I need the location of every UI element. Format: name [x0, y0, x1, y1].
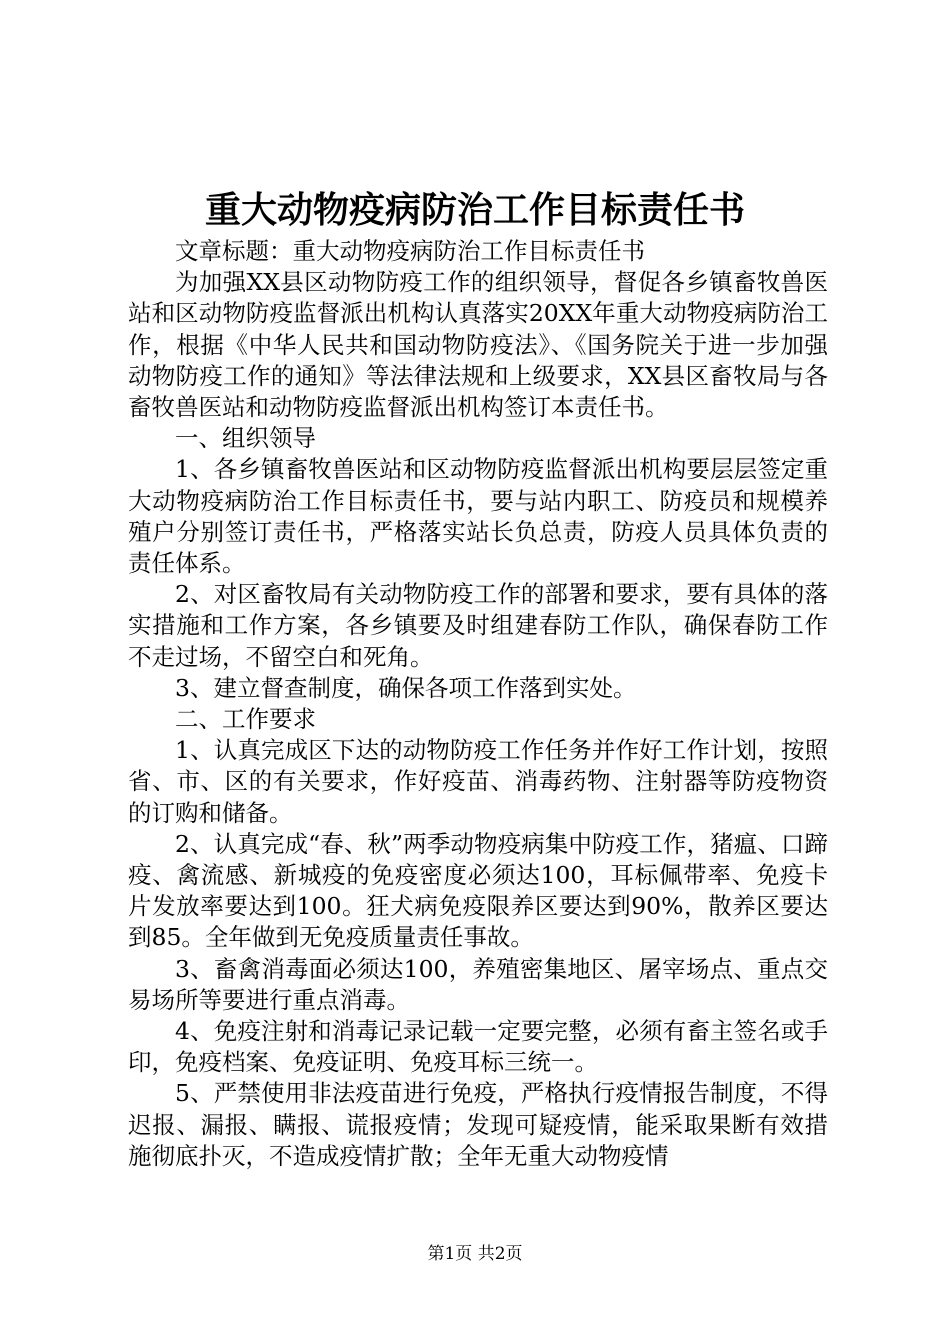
paragraph-req-item-5: 5、严禁使用非法疫苗进行免疫，严格执行疫情报告制度，不得迟报、漏报、瞒报、谎报疫情；发现可疑疫情，能采取果断有效措施彻底扑灭，不造成疫情扩散；全年无重大动物疫情: [128, 1079, 828, 1170]
paragraph-req-item-4: 4、免疫注射和消毒记录记载一定要完整，必须有畜主签名或手印，免疫档案、免疫证明、免疫耳标三统一。: [128, 1017, 828, 1077]
paragraph-req-item-2: 2、认真完成“春、秋”两季动物疫病集中防疫工作，猪瘟、口蹄疫、禽流感、新城疫的免疫密度必须达100，耳标佩带率、免疫卡片发放率要达到100。狂犬病免疫限养区要达到90%，散养区要达到85。全年做到无免疫质量责任事故。: [128, 829, 828, 952]
paragraph-org-item-2: 2、对区畜牧局有关动物防疫工作的部署和要求，要有具体的落实措施和工作方案，各乡镇要及时组建春防工作队，确保春防工作不走过场，不留空白和死角。: [128, 580, 828, 671]
paragraph-org-item-3: 3、建立督查制度，确保各项工作落到实处。: [175, 673, 637, 702]
section-heading-requirements: 二、工作要求: [175, 705, 316, 734]
paragraph-intro: 为加强XX县区动物防疫工作的组织领导，督促各乡镇畜牧兽医站和区动物防疫监督派出机构认真落实20XX年重大动物疫病防治工作，根据《中华人民共和国动物防疫法》、《国务院关于进一步加强动物防疫工作的通知》等法律法规和上级要求，XX县区畜牧局与各畜牧兽医站和动物防疫监督派出机构签订本责任书。: [128, 268, 828, 422]
page-number-footer: 第1页 共2页: [427, 1244, 523, 1264]
section-heading-organization: 一、组织领导: [175, 424, 316, 453]
document-title: 重大动物疫病防治工作目标责任书: [204, 189, 745, 231]
paragraph-org-item-1: 1、各乡镇畜牧兽医站和区动物防疫监督派出机构要层层签定重大动物疫病防治工作目标责任书，要与站内职工、防疫员和规模养殖户分别签订责任书，严格落实站长负总责，防疫人员具体负责的责任体系。: [128, 455, 828, 578]
document-body: [128, 236, 828, 1172]
paragraph-article-title: 文章标题：重大动物疫病防治工作目标责任书: [175, 237, 645, 265]
paragraph-req-item-1: 1、认真完成区下达的动物防疫工作任务并作好工作计划，按照省、市、区的有关要求，作好疫苗、消毒药物、注射器等防疫物资的订购和储备。: [128, 736, 828, 827]
paragraph-req-item-3: 3、畜禽消毒面必须达100，养殖密集地区、屠宰场点、重点交易场所等要进行重点消毒。: [128, 954, 828, 1014]
